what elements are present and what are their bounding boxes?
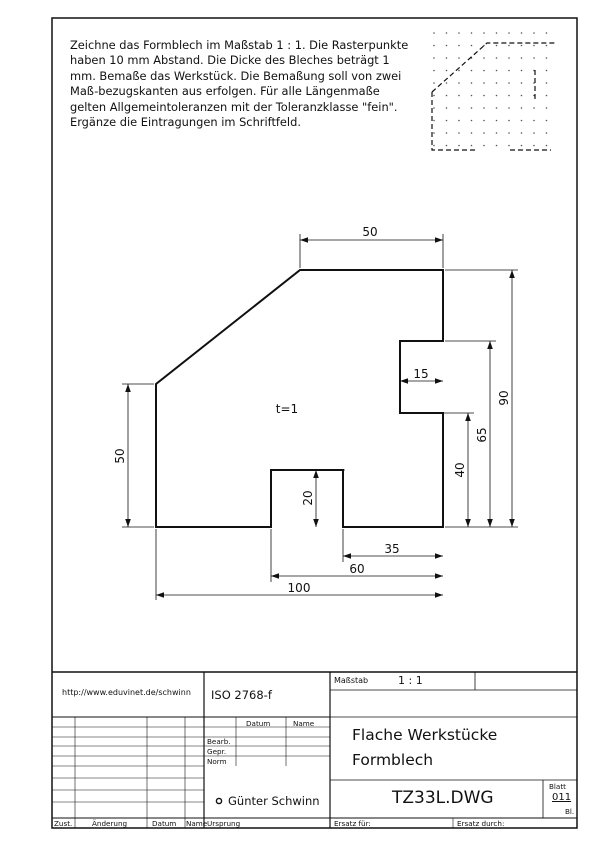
grid-dot [496, 57, 498, 59]
grid-dot [546, 70, 548, 72]
name-header: Name [293, 719, 315, 728]
grid-dot [508, 95, 510, 97]
datum-header: Datum [246, 719, 271, 728]
grid-dot [546, 95, 548, 97]
scale-label: Maßstab [334, 676, 369, 685]
grid-dot [508, 145, 510, 147]
row-bearb: Bearb. [207, 737, 231, 746]
standard-text: ISO 2768-f [211, 688, 272, 702]
grid-dot [546, 82, 548, 84]
grid-dot [433, 107, 435, 109]
grid-dot [496, 145, 498, 147]
grid-dot [521, 32, 523, 34]
footer-ursprung: Ursprung [207, 819, 241, 828]
grid-dot [508, 70, 510, 72]
footer-name: Name [186, 819, 208, 828]
copyright-bullet-icon [216, 798, 221, 803]
grid-dot [508, 57, 510, 59]
grid-dot [446, 45, 448, 47]
grid-dot [471, 107, 473, 109]
row-gepr: Gepr. [207, 747, 227, 756]
grid-dot [508, 120, 510, 122]
author-name: Günter Schwinn [228, 794, 320, 808]
grid-dot [446, 132, 448, 134]
grid-dot [446, 82, 448, 84]
grid-dot [496, 107, 498, 109]
grid-dot [471, 95, 473, 97]
grid-dot [533, 57, 535, 59]
ersatz-fuer: Ersatz für: [334, 819, 371, 828]
grid-dot [458, 132, 460, 134]
grid-dot [521, 145, 523, 147]
dim-top-50: 50 [362, 225, 378, 239]
grid-dot [483, 82, 485, 84]
grid-dot [433, 32, 435, 34]
grid-dot [483, 120, 485, 122]
grid-dot [446, 107, 448, 109]
title-line-1: Flache Werkstücke [352, 726, 498, 744]
dim-40: 40 [453, 462, 467, 478]
grid-dot [533, 132, 535, 134]
dim-left-50: 50 [113, 448, 127, 464]
bl-label: Bl. [565, 807, 575, 816]
grid-dot [496, 95, 498, 97]
grid-dot [433, 82, 435, 84]
grid-dot [508, 32, 510, 34]
row-norm: Norm [207, 757, 227, 766]
grid-dot [483, 70, 485, 72]
grid-dot [433, 120, 435, 122]
grid-dot [446, 145, 448, 147]
grid-dot [446, 57, 448, 59]
grid-dot [483, 107, 485, 109]
grid-dot [533, 32, 535, 34]
grid-dot [533, 107, 535, 109]
grid-dot [496, 70, 498, 72]
grid-dot [433, 57, 435, 59]
grid-dot [533, 45, 535, 47]
dim-60: 60 [349, 562, 365, 576]
grid-dot [458, 70, 460, 72]
grid-dot [471, 132, 473, 134]
grid-dot [546, 120, 548, 122]
grid-dot [546, 45, 548, 47]
footer-zust: Zust. [54, 819, 73, 828]
grid-dot [533, 120, 535, 122]
grid-dot [546, 132, 548, 134]
grid-dot [521, 70, 523, 72]
grid-dot [496, 45, 498, 47]
ersatz-durch: Ersatz durch: [457, 819, 505, 828]
instructions-text: Zeichne das Formblech im Maßstab 1 : 1. Die Rasterpunkte haben 10 mm Abstand. Die Dicke des Bleches beträgt 1 mm. Bemaße das Werkstück. Die Bemaßung soll von zwei Maß-bezugskanten aus erfolgen. Für alle Längenmaße gelten Allgemeintoleranzen mit der Toleranzklasse "fein". Ergänze die Eintragungen im Schriftfeld. [70, 38, 409, 130]
grid-dot [546, 32, 548, 34]
grid-dot [521, 120, 523, 122]
grid-dot [483, 95, 485, 97]
grid-dot [458, 107, 460, 109]
part-outline [156, 270, 443, 527]
grid-dot [458, 120, 460, 122]
dim-20: 20 [301, 490, 315, 506]
grid-dot [483, 145, 485, 147]
dim-15: 15 [413, 367, 429, 381]
dim-65: 65 [475, 427, 489, 443]
grid-dot [483, 57, 485, 59]
grid-dot [533, 145, 535, 147]
grid-dot [496, 132, 498, 134]
grid-dot [483, 32, 485, 34]
drawing-number: TZ33L.DWG [392, 788, 494, 808]
grid-dot [508, 107, 510, 109]
grid-dot [471, 32, 473, 34]
grid-dot [521, 95, 523, 97]
grid-dot [471, 45, 473, 47]
grid-dot [433, 145, 435, 147]
dimension-lines [128, 240, 512, 595]
dim-90: 90 [497, 390, 511, 406]
grid-dot [508, 45, 510, 47]
extension-lines [122, 234, 518, 600]
url-text: http://www.eduvinet.de/schwinn [62, 688, 191, 697]
grid-dot [433, 132, 435, 134]
grid-dot [433, 95, 435, 97]
grid-dot [433, 70, 435, 72]
dim-35: 35 [384, 542, 400, 556]
thickness-label: t=1 [275, 402, 299, 416]
grid-dot [521, 82, 523, 84]
grid-dot [508, 82, 510, 84]
grid-dot [446, 70, 448, 72]
grid-dot [446, 95, 448, 97]
grid-dot [483, 132, 485, 134]
grid-dot [546, 57, 548, 59]
grid-dot [546, 107, 548, 109]
grid-dot [458, 45, 460, 47]
grid-dot [446, 120, 448, 122]
grid-dot [433, 45, 435, 47]
grid-dot [458, 57, 460, 59]
grid-dot [458, 82, 460, 84]
grid-dot [508, 132, 510, 134]
grid-dot [496, 120, 498, 122]
footer-aenderung: Änderung [92, 819, 128, 828]
grid-dot [546, 145, 548, 147]
grid-dot [458, 95, 460, 97]
footer-datum: Datum [152, 819, 177, 828]
grid-dot [521, 45, 523, 47]
grid-dot [521, 57, 523, 59]
grid-dot [471, 120, 473, 122]
grid-dot [496, 82, 498, 84]
grid-dot [471, 145, 473, 147]
grid-dot [496, 32, 498, 34]
blatt-number: 011 [552, 792, 572, 803]
reference-sketch [432, 32, 555, 150]
grid-dot [471, 82, 473, 84]
blatt-label: Blatt [549, 782, 566, 791]
grid-dot [446, 32, 448, 34]
grid-dot [521, 132, 523, 134]
grid-dot [471, 70, 473, 72]
scale-value: 1 : 1 [398, 674, 423, 687]
dim-100: 100 [287, 581, 311, 595]
grid-dot [458, 145, 460, 147]
grid-dot [521, 107, 523, 109]
sheet-frame [52, 18, 577, 828]
grid-dot [458, 32, 460, 34]
title-line-2: Formblech [352, 751, 434, 769]
